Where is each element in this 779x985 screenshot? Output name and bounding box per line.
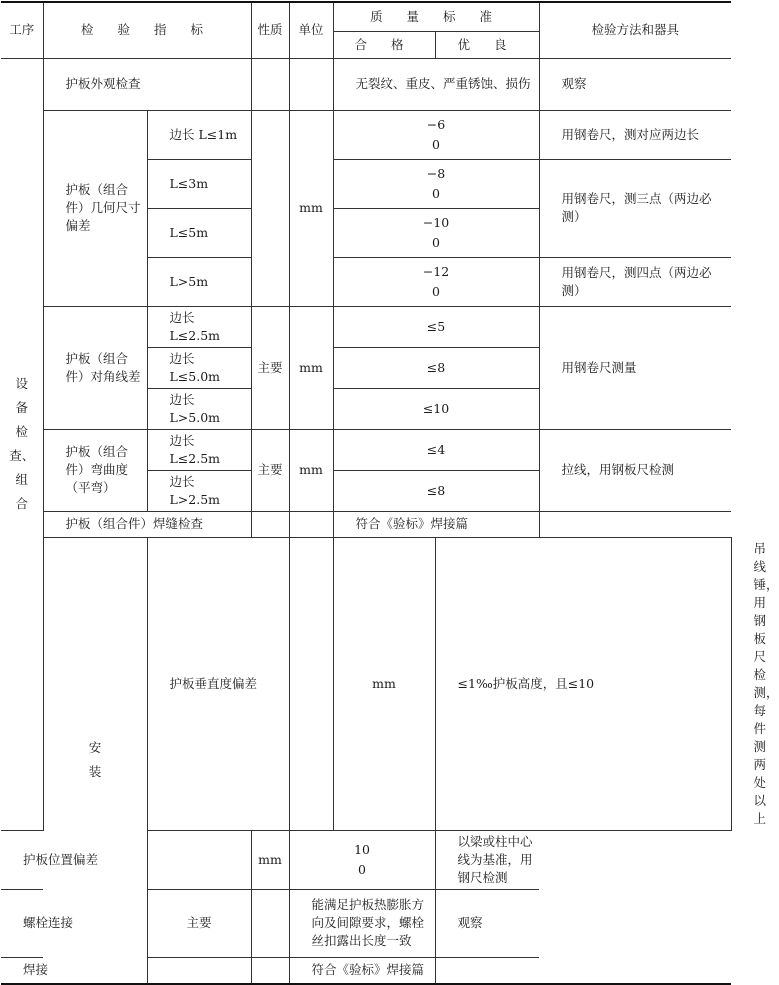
table-row	[1, 957, 731, 984]
geometry-method: 用钢卷尺，测对应两边长	[539, 110, 731, 159]
geometry-nature	[251, 110, 289, 306]
weld-standard: 符合《验标》焊接篇	[289, 957, 435, 984]
table-row: 安 装 护板垂直度偏差 mm ≤1‰护板高度，且≤10 吊线锤，用钢板尺检测，每件测两处以上	[1, 537, 731, 830]
position-nature	[147, 830, 251, 889]
appearance-unit	[289, 58, 333, 110]
bending-value: ≤8	[333, 470, 539, 511]
vertical-item: 护板垂直度偏差	[147, 537, 289, 830]
table-row	[1, 58, 731, 110]
weld-item: 焊接	[1, 957, 147, 984]
bending-sub-label: 边长 L>2.5m	[147, 470, 251, 511]
diagonal-nature: 主要	[251, 306, 289, 429]
geometry-item: 护板（组合件）几何尺寸偏差	[43, 110, 147, 306]
inspection-table	[1, 1, 779, 985]
weld-check-nature	[251, 511, 289, 537]
diagonal-item: 护板（组合件）对角线差	[43, 306, 147, 429]
position-item: 护板位置偏差	[1, 830, 147, 889]
table-row	[1, 830, 731, 889]
weld-check-unit	[289, 511, 333, 537]
bending-unit: mm	[289, 429, 333, 511]
position-value: 10 0	[289, 830, 435, 889]
header-nature: 性质	[251, 2, 289, 58]
geometry-sub-label: 边长 L≤1m	[147, 110, 251, 159]
bending-value: ≤4	[333, 429, 539, 470]
header-excellent: 优 良	[435, 31, 539, 58]
diagonal-sub-label: 边长 L≤5.0m	[147, 347, 251, 388]
table-row	[1, 511, 731, 537]
bending-sub-label: 边长 L≤2.5m	[147, 429, 251, 470]
weld-check-standard: 符合《验标》焊接篇	[333, 511, 539, 537]
diagonal-value: ≤10	[333, 388, 539, 429]
bolt-standard: 能满足护板热膨胀方向及间隙要求，螺栓丝扣露出长度一致	[289, 889, 435, 957]
geometry-sub-label: L>5m	[147, 257, 251, 306]
diagonal-method: 用钢卷尺测量	[539, 306, 731, 429]
header-qualified: 合 格	[333, 31, 435, 58]
geometry-value: −10 0	[333, 208, 539, 257]
table-row	[1, 110, 731, 159]
bolt-nature: 主要	[147, 889, 251, 957]
bending-nature: 主要	[251, 429, 289, 511]
header-method: 检验方法和器具	[539, 2, 731, 58]
weld-unit	[251, 957, 289, 984]
weld-nature	[147, 957, 251, 984]
vertical-unit: mm	[333, 537, 435, 830]
table-row	[1, 306, 731, 347]
weld-check-method	[539, 511, 731, 537]
geometry-value: −8 0	[333, 159, 539, 208]
vertical-standard: ≤1‰护板高度，且≤10	[435, 537, 731, 830]
geometry-value: −6 0	[333, 110, 539, 159]
geometry-value: −12 0	[333, 257, 539, 306]
bolt-unit	[251, 889, 289, 957]
geometry-method: 用钢卷尺，测三点（两边必测）	[539, 159, 731, 257]
header-process: 工序	[1, 2, 43, 58]
diagonal-value: ≤8	[333, 347, 539, 388]
geometry-unit: mm	[289, 110, 333, 306]
table-row	[1, 889, 731, 957]
appearance-standard: 无裂纹、重皮、严重锈蚀、损伤	[333, 58, 539, 110]
section-install: 安 装	[43, 537, 147, 984]
diagonal-value: ≤5	[333, 306, 539, 347]
position-method: 以梁或柱中心线为基准，用钢尺检测	[435, 830, 539, 889]
position-unit: mm	[251, 830, 289, 889]
geometry-method: 用钢卷尺，测四点（两边必测）	[539, 257, 731, 306]
header-standard: 质 量 标 准	[333, 2, 539, 31]
bolt-method: 观察	[435, 889, 539, 957]
weld-check-item: 护板（组合件）焊缝检查	[43, 511, 251, 537]
bending-method: 拉线，用钢板尺检测	[539, 429, 731, 511]
header-unit: 单位	[289, 2, 333, 58]
bending-item: 护板（组合件）弯曲度（平弯）	[43, 429, 147, 511]
vertical-nature	[289, 537, 333, 830]
diagonal-sub-label: 边长 L>5.0m	[147, 388, 251, 429]
diagonal-unit: mm	[289, 306, 333, 429]
geometry-sub-label: L≤3m	[147, 159, 251, 208]
appearance-item: 护板外观检查	[43, 58, 251, 110]
weld-method	[435, 957, 539, 984]
diagonal-sub-label: 边长 L≤2.5m	[147, 306, 251, 347]
header-indicator: 检 验 指 标	[43, 2, 251, 58]
section-equipment: 设 备 检 查、 组 合	[1, 58, 43, 830]
appearance-method: 观察	[539, 58, 731, 110]
header-row	[1, 2, 731, 31]
bolt-item: 螺栓连接	[1, 889, 147, 957]
appearance-nature	[251, 58, 289, 110]
geometry-sub-label: L≤5m	[147, 208, 251, 257]
table-row	[1, 429, 731, 470]
